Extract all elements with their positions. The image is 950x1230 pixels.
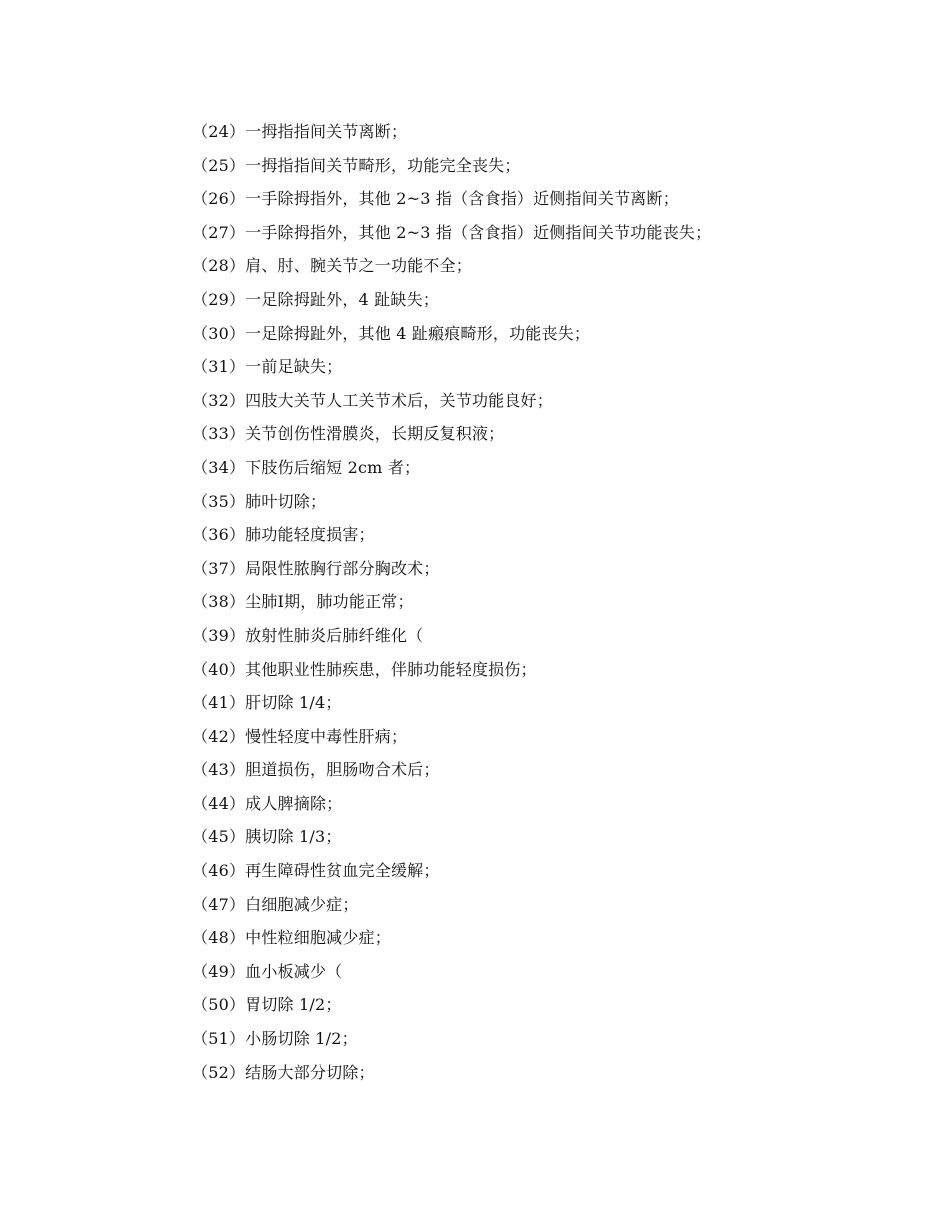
list-item: （40）其他职业性肺疾患，伴肺功能轻度损伤； [192,659,537,679]
list-item: （45）胰切除 1/3； [192,827,342,847]
list-item: （27）一手除拇指外，其他 2~3 指（含食指）近侧指间关节功能丧失； [192,222,712,242]
list-item: （26）一手除拇指外，其他 2~3 指（含食指）近侧指间关节离断； [192,189,679,209]
list-item: （29）一足除拇趾外，4 趾缺失； [192,289,440,309]
list-item: （35）肺叶切除； [192,491,327,511]
list-item: （41）肝切除 1/4； [192,693,342,713]
list-item: （47）白细胞减少症； [192,894,359,914]
list-item: （33）关节创伤性滑膜炎，长期反复积液； [192,424,505,444]
list-item: （24）一拇指指间关节离断； [192,122,408,141]
list-item: （38）尘肺Ⅰ期，肺功能正常； [192,592,414,612]
list-item: （37）局限性脓胸行部分胸改术； [192,558,440,578]
list-item: （30）一足除拇趾外，其他 4 趾瘢痕畸形，功能丧失； [192,323,591,343]
list-item: （52）结肠大部分切除； [192,1062,375,1082]
list-item: （32）四肢大关节人工关节术后，关节功能良好； [192,390,553,410]
list-item: （36）肺功能轻度损害； [192,525,375,545]
list-item: （39）放射性肺炎后肺纤维化（ [192,625,424,645]
list-item: （49）血小板减少（ [192,961,343,981]
list-item: （50）胃切除 1/2； [192,995,342,1015]
list-item: （43）胆道损伤，胆肠吻合术后； [192,760,440,780]
list-item: （44）成人脾摘除； [192,793,343,813]
clause-list [192,115,892,1089]
list-item: （34）下肢伤后缩短 2cm 者； [192,457,421,477]
list-item: （28）肩、肘、腕关节之一功能不全； [192,256,472,276]
list-item: （25）一拇指指间关节畸形，功能完全丧失； [192,155,521,175]
list-item: （31）一前足缺失； [192,357,343,377]
list-item: （46）再生障碍性贫血完全缓解； [192,861,440,881]
list-item: （48）中性粒细胞减少症； [192,928,391,948]
list-item: （42）慢性轻度中毒性肝病； [192,726,408,746]
list-item: （51）小肠切除 1/2； [192,1029,358,1049]
